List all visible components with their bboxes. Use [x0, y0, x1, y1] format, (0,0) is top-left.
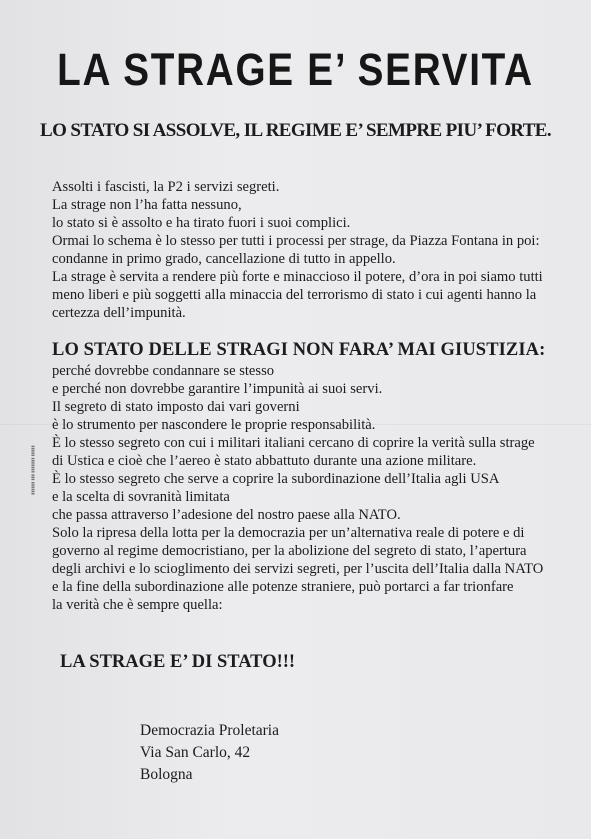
- body-paragraph: [52, 362, 572, 614]
- signature-line: Bologna: [140, 766, 193, 783]
- intro-paragraph: [52, 178, 572, 322]
- signature-block: [140, 720, 279, 786]
- poster-headline: LA STRAGE E’ SERVITA: [57, 44, 534, 95]
- intro-line: Assolti i fascisti, la P2 i servizi segreti.: [52, 179, 280, 195]
- body-line: Il segreto di stato imposto dai vari governi: [52, 399, 300, 415]
- body-line: di Ustica e cioè che l’aereo è stato abbattuto durante una azione militare.: [52, 453, 477, 469]
- body-line: perché dovrebbe condannare se stesso: [52, 363, 275, 379]
- body-line: È lo stesso segreto che serve a coprire la subordinazione dell’Italia agli USA: [52, 471, 500, 487]
- section-heading: LO STATO DELLE STRAGI NON FARA’ MAI GIUSTIZIA:: [52, 340, 546, 360]
- body-line: e perché non dovrebbe garantire l’impunità ai suoi servi.: [52, 381, 383, 397]
- intro-line: condanne in primo grado, cancellazione di tutto in appello.: [52, 251, 396, 267]
- closing-slogan: LA STRAGE E’ DI STATO!!!: [60, 652, 296, 672]
- body-line: degli archivi e lo scioglimento dei servizi segreti, per l’uscita dell’Italia dalla NATO: [52, 561, 544, 577]
- poster-subheadline: LO STATO SI ASSOLVE, IL REGIME E’ SEMPRE PIU’ FORTE.: [40, 120, 551, 141]
- intro-line: certezza dell’impunità.: [52, 305, 186, 321]
- intro-line: lo stato si è assolto e ha tirato fuori i suoi complici.: [52, 215, 351, 231]
- body-line: governo al regime democristiano, per la abolizione del segreto di stato, l’apertura: [52, 543, 527, 559]
- body-line: È lo stesso segreto con cui i militari italiani cercano di coprire la verità sulla strage: [52, 435, 535, 451]
- signature-line: Via San Carlo, 42: [140, 744, 251, 761]
- printer-imprint-mark: ▮▮▮▮▮▮ ▮▮▮ ▮▮▮▮▮▮▮ ▮▮▮▮▮: [30, 445, 35, 495]
- body-line: e la scelta di sovranità limitata: [52, 489, 230, 505]
- body-line: la verità che è sempre quella:: [52, 597, 223, 613]
- body-line: e la fine della subordinazione alle potenze straniere, può portarci a far trionfare: [52, 579, 514, 595]
- intro-line: La strage non l’ha fatta nessuno,: [52, 197, 242, 213]
- body-line: Solo la ripresa della lotta per la democrazia per un’alternativa reale di potere e di: [52, 525, 525, 541]
- body-line: che passa attraverso l’adesione del nostro paese alla NATO.: [52, 507, 401, 523]
- signature-line: Democrazia Proletaria: [140, 722, 279, 739]
- intro-line: La strage è servita a rendere più forte e minaccioso il potere, d’ora in poi siamo tutti: [52, 269, 543, 285]
- intro-line: Ormai lo schema è lo stesso per tutti i processi per strage, da Piazza Fontana in poi:: [52, 233, 540, 249]
- body-line: è lo strumento per nascondere le proprie responsabilità.: [52, 417, 376, 433]
- intro-line: meno liberi e più soggetti alla minaccia del terrorismo di stato i cui agenti hanno la: [52, 287, 537, 303]
